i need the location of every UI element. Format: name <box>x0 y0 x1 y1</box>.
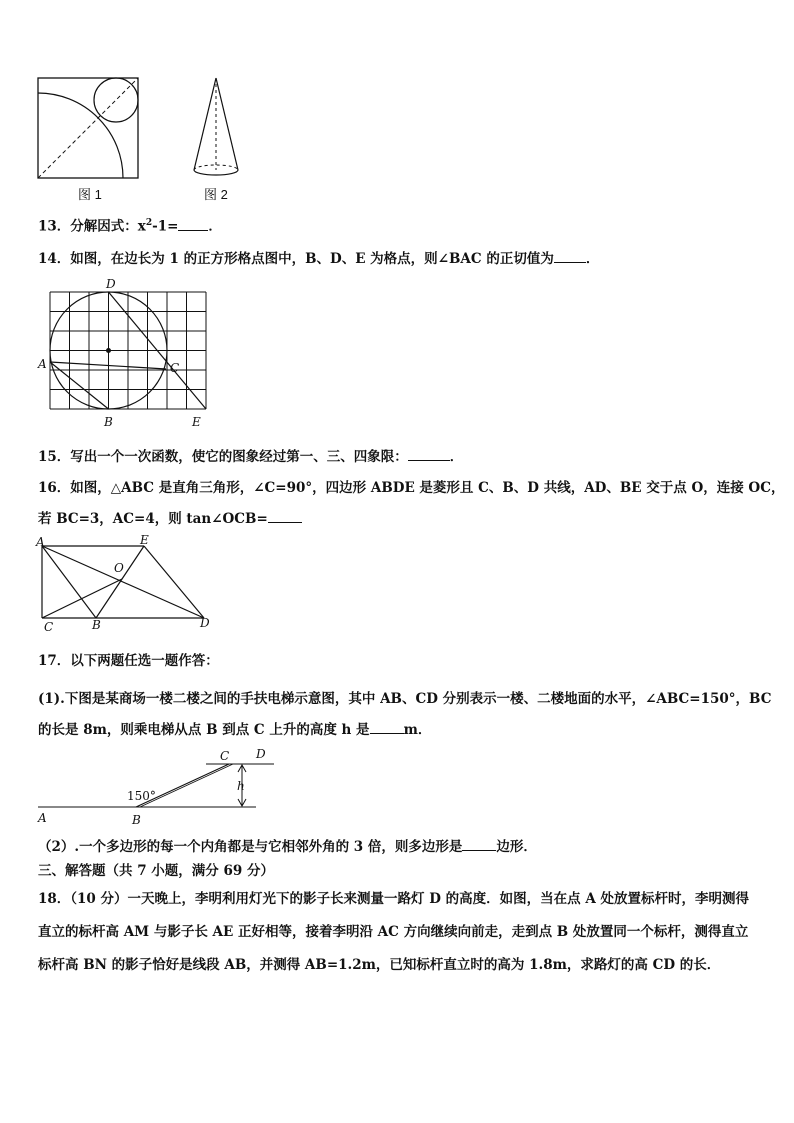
question-15 <box>38 448 463 466</box>
q16-label-C: C <box>44 620 54 634</box>
q14-end: ． <box>585 251 600 267</box>
q17-part1-line1: (1).下图是某商场一楼二楼之间的手扶电梯示意图，其中 AB、CD 分别表示一楼、二楼地面的水平，∠ABC=150°，BC <box>38 691 772 707</box>
q15-end: ． <box>449 449 464 465</box>
q14-label-E: E <box>192 415 201 429</box>
q16-OC <box>42 579 122 618</box>
q17-title: 17．以下两题任选一题作答： <box>38 653 219 669</box>
q15-text: 15．写出一个一次函数，使它的图象经过第一、三、四象限： <box>38 449 408 465</box>
question-13 <box>38 214 222 236</box>
q17-part2-answer-blank[interactable] <box>462 838 496 851</box>
figure-q17-escalator <box>34 744 274 828</box>
q18-text-line1: 18．（10 分）一天晚上，李明利用灯光下的影子长来测量一路灯 D 的高度．如图，当在点 A 处放置标杆时，李明测得 <box>38 891 750 907</box>
q16-label-E: E <box>140 534 149 547</box>
q14-label-A: A <box>38 357 47 371</box>
q15-answer-blank[interactable] <box>408 448 450 461</box>
q16-AB <box>42 546 96 618</box>
figure-q16-rhombus <box>34 534 216 634</box>
cone-right-edge <box>216 78 238 170</box>
q17-part1-end: m． <box>403 722 432 738</box>
q16-answer-blank[interactable] <box>268 510 302 523</box>
section-3-heading: 三、解答题（共 7 小题，满分 69 分） <box>38 863 274 879</box>
q13-end: ． <box>208 218 222 235</box>
q17-part1-line2: 的长是 8m，则乘电梯从点 B 到点 C 上升的高度 h 是 <box>38 722 370 738</box>
q14-center-dot <box>106 348 111 353</box>
q18-text-line2: 直立的标杆高 AM 与影子长 AE 正好相等，接着李明沿 AC 方向继续向前走，走到点 B 处放置同一个标杆，测得直立 <box>38 924 749 940</box>
fig1-quarter-arc <box>38 93 123 178</box>
question-18-line1 <box>38 890 749 908</box>
question-17-part1-line2 <box>38 721 431 739</box>
cone-left-edge <box>194 78 216 170</box>
q17-part2-text: （2）.一个多边形的每一个内角都是与它相邻外角的 3 倍，则多边形是 <box>38 839 463 855</box>
q16-BE <box>96 546 144 618</box>
fig1-diagonal <box>38 78 138 178</box>
question-18-line3 <box>38 956 720 974</box>
fig1-small-circle <box>94 78 138 122</box>
question-16-line2 <box>38 510 302 528</box>
fig1-caption: 图 1 <box>78 187 102 202</box>
q17-part1-answer-blank[interactable] <box>370 721 404 734</box>
question-17-part2 <box>38 838 537 856</box>
q14-label-C: C <box>170 361 180 375</box>
q16-text-line2: 若 BC=3，AC=4，则 tan∠OCB= <box>38 511 268 527</box>
q13-text-after: -1= <box>152 218 179 235</box>
q17-label-B: B <box>132 813 141 827</box>
q16-label-D: D <box>200 616 210 630</box>
q17-label-D: D <box>256 747 266 761</box>
q14-label-D: D <box>106 277 116 291</box>
q16-AD <box>42 546 204 618</box>
q14-answer-blank[interactable] <box>554 250 586 263</box>
q16-label-O: O <box>114 561 124 575</box>
cone-base-front <box>194 170 238 175</box>
q16-label-A: A <box>36 535 45 549</box>
q17-part2-end: 边形． <box>496 839 537 855</box>
section-3-title <box>38 862 274 880</box>
q13-text: 13．分解因式：x <box>38 218 146 235</box>
q17-label-h: h <box>237 779 245 793</box>
question-18-line2 <box>38 923 748 941</box>
figure-q14-grid <box>36 276 212 430</box>
q13-sup: 2 <box>145 218 153 228</box>
q13-answer-blank[interactable] <box>178 218 208 231</box>
question-17-part1-line1 <box>38 690 771 708</box>
q17-label-C: C <box>220 749 230 763</box>
figure-1 <box>36 76 142 180</box>
q16-label-B: B <box>92 618 101 632</box>
q16-ED <box>144 546 204 618</box>
figure-2 <box>188 76 244 180</box>
q14-line-AB <box>50 362 109 409</box>
fig2-caption: 图 2 <box>204 187 228 202</box>
q16-text-line1: 16．如图，△ABC 是直角三角形，∠C=90°，四边形 ABDE 是菱形且 C、B、D 共线，AD、BE 交于点 O，连接 OC， <box>38 480 785 496</box>
q18-text-line3: 标杆高 BN 的影子恰好是线段 AB，并测得 AB=1.2m，已知标杆直立时的高为 1.8m，求路灯的高 CD 的长． <box>38 957 721 973</box>
q14-label-B: B <box>104 415 113 429</box>
q17-label-angle: 150° <box>127 789 156 803</box>
q14-text: 14．如图，在边长为 1 的正方形格点图中，B、D、E 为格点，则∠BAC 的正切值为 <box>38 251 554 267</box>
question-14 <box>38 250 599 268</box>
grid-lines <box>50 292 206 409</box>
question-16-line1 <box>38 479 784 497</box>
question-17-title <box>38 652 219 670</box>
q17-label-A: A <box>38 811 47 825</box>
